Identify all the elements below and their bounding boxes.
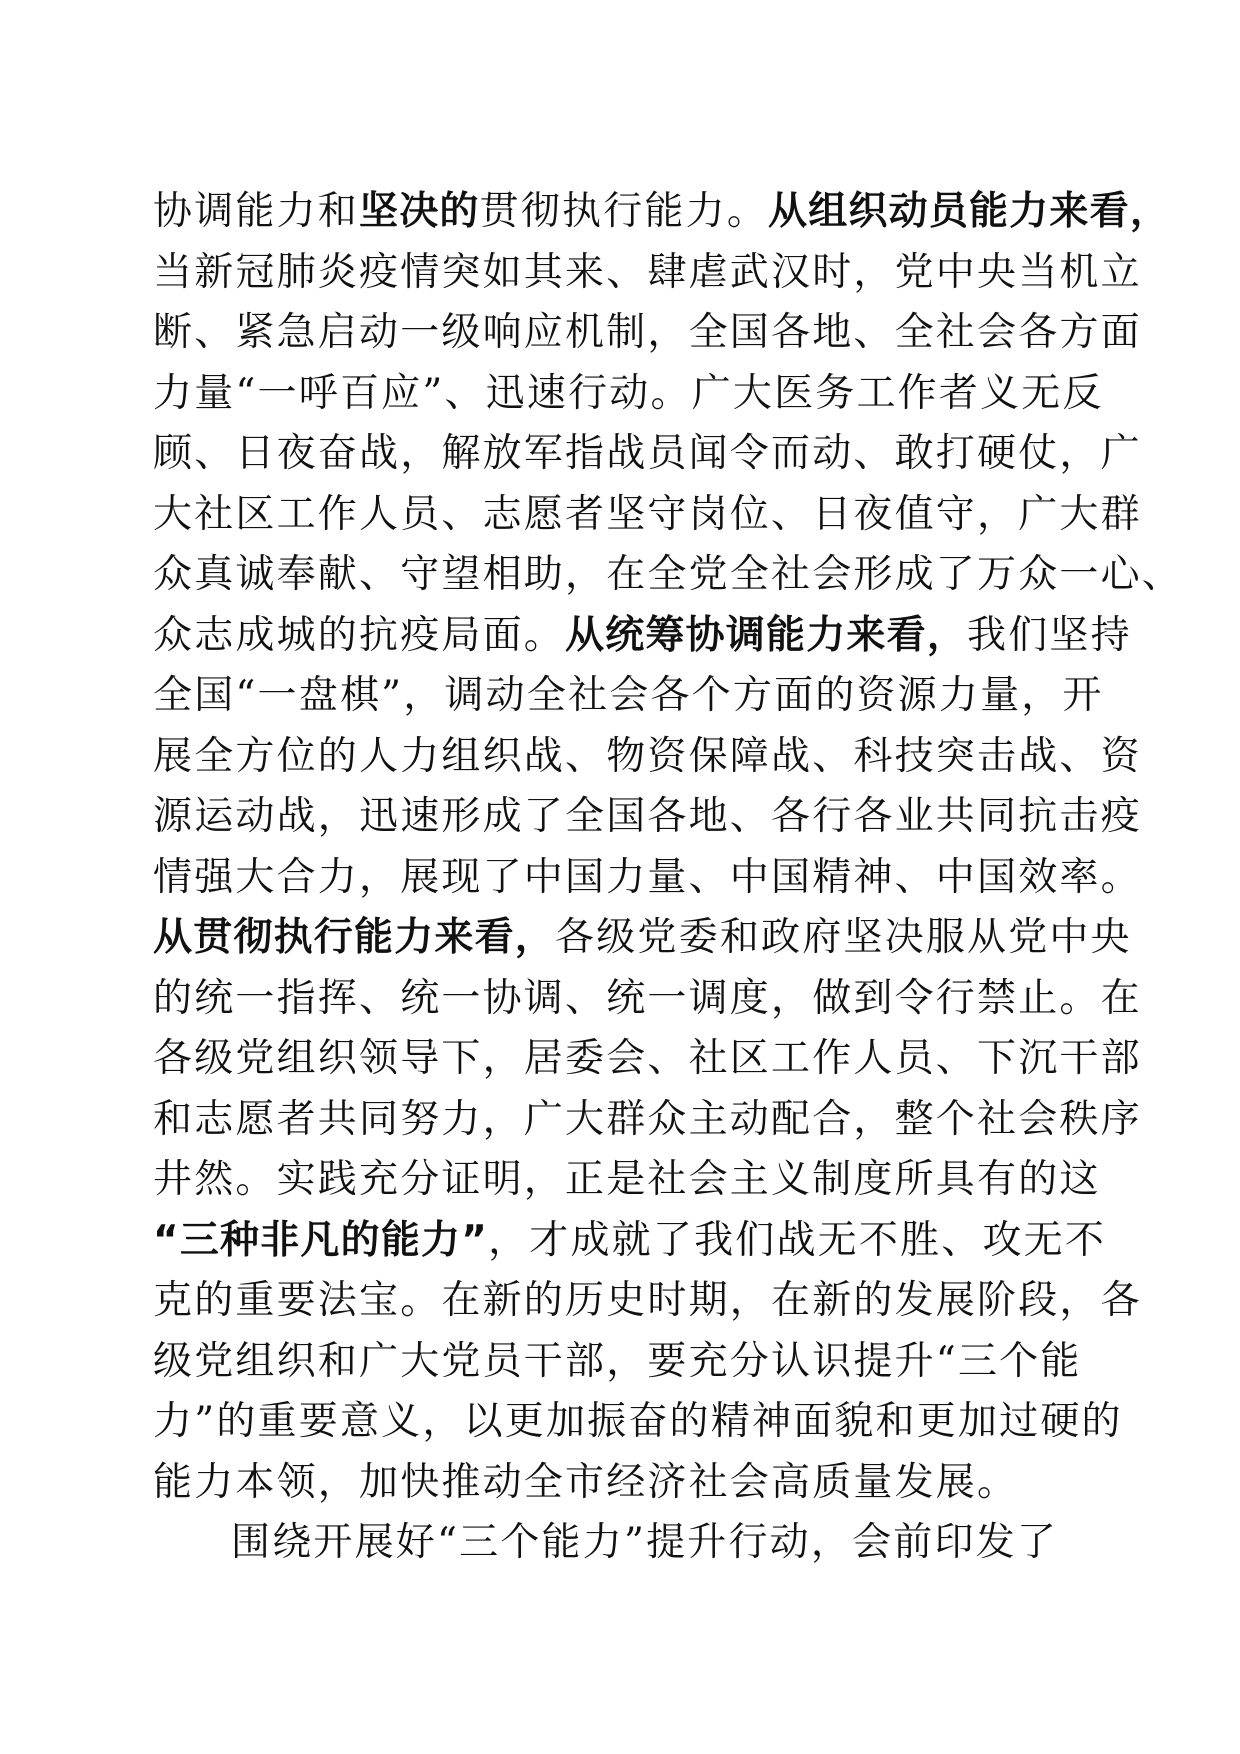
text-line (153, 545, 1184, 606)
body-text-segment: 井然。实践充分证明，正是社会主义制度所具有的这 (153, 1157, 1101, 1202)
text-line (153, 182, 1171, 243)
bold-heading-text: 坚决的 (359, 189, 480, 234)
text-line (153, 787, 1142, 848)
body-text-segment: 各级党组织领导下，居委会、社区工作人员、下沉干部 (153, 1036, 1142, 1081)
text-line (153, 424, 1142, 485)
text-line (153, 1029, 1142, 1090)
text-line (153, 606, 1132, 667)
text-line (153, 848, 1142, 909)
bold-heading-text: 从贯彻执行能力来看， (153, 915, 556, 960)
body-text-segment: 的统一指挥、统一协调、统一调度，做到令行禁止。在 (153, 975, 1142, 1021)
text-line (153, 303, 1142, 364)
text-line (153, 243, 1142, 304)
body-text-segment: 贯彻执行能力。 (479, 189, 769, 234)
body-text-segment: 和志愿者共同努力，广大群众主动配合，整个社会秩序 (153, 1096, 1142, 1142)
text-line (153, 908, 1132, 969)
text-line (153, 1332, 1082, 1393)
body-text-segment: 情强大合力，展现了中国力量、中国精神、中国效率。 (153, 854, 1142, 900)
text-line (153, 1453, 1073, 1514)
body-text-segment: 顾、日夜奋战，解放军指战员闻令而动、敢打硬仗，广 (153, 431, 1142, 476)
body-text-segment: 我们坚持 (967, 612, 1132, 658)
text-line (153, 1392, 1123, 1453)
body-text-segment: 围绕开展好“三个能力”提升行动，会前印发了 (231, 1520, 1059, 1565)
body-text-segment: 克的重要法宝。在新的历史时期，在新的发展阶段，各 (153, 1278, 1142, 1323)
body-text-segment: 断、紧急启动一级响应机制，全国各地、全社会各方面 (153, 310, 1142, 355)
text-line (153, 1271, 1142, 1332)
body-text-segment: 全国“一盘棋”，调动全社会各个方面的资源力量，开 (153, 673, 1104, 718)
text-line (153, 1150, 1101, 1211)
text-line (153, 485, 1142, 546)
body-text-segment: 源运动战，迅速形成了全国各地、各行各业共同抗击疫 (153, 794, 1142, 839)
text-line (153, 1090, 1142, 1151)
text-line (153, 1211, 1107, 1272)
body-text-segment: 力”的重要意义，以更加振奋的精神面貌和更加过硬的 (153, 1399, 1123, 1444)
bold-heading-text: 从统筹协调能力来看， (565, 612, 968, 658)
bold-heading-text: “三种非凡的能力” (153, 1217, 489, 1263)
body-text (153, 182, 1184, 1574)
body-text-segment: 各级党委和政府坚决服从党中央 (555, 915, 1132, 960)
body-text-segment: 大社区工作人员、志愿者坚守岗位、日夜值守，广大群 (153, 491, 1142, 537)
text-line (153, 364, 1104, 425)
body-text-segment: 当新冠肺炎疫情突如其来、肆虐武汉时，党中央当机立 (153, 249, 1142, 295)
body-text-segment: 众真诚奉献、守望相助，在全党全社会形成了万众一心、 (153, 552, 1184, 597)
body-text-segment: 力量“一呼百应”、迅速行动。广大医务工作者义无反 (153, 370, 1104, 416)
body-text-segment: ，才成就了我们战无不胜、攻无不 (488, 1217, 1107, 1263)
text-line (153, 727, 1142, 788)
text-line (153, 969, 1142, 1030)
body-text-segment: 众志成城的抗疫局面。 (153, 612, 566, 658)
body-text-segment: 协调能力和 (153, 189, 360, 234)
body-text-segment: 能力本领，加快推动全市经济社会高质量发展。 (153, 1459, 1019, 1505)
body-text-segment: 展全方位的人力组织战、物资保障战、科技突击战、资 (153, 733, 1142, 779)
bold-heading-text: 从组织动员能力来看， (768, 189, 1171, 234)
body-text-segment: 级党组织和广大党员干部，要充分认识提升“三个能 (153, 1338, 1082, 1384)
paragraph-first-line (153, 1513, 1073, 1574)
text-line (153, 666, 1104, 727)
